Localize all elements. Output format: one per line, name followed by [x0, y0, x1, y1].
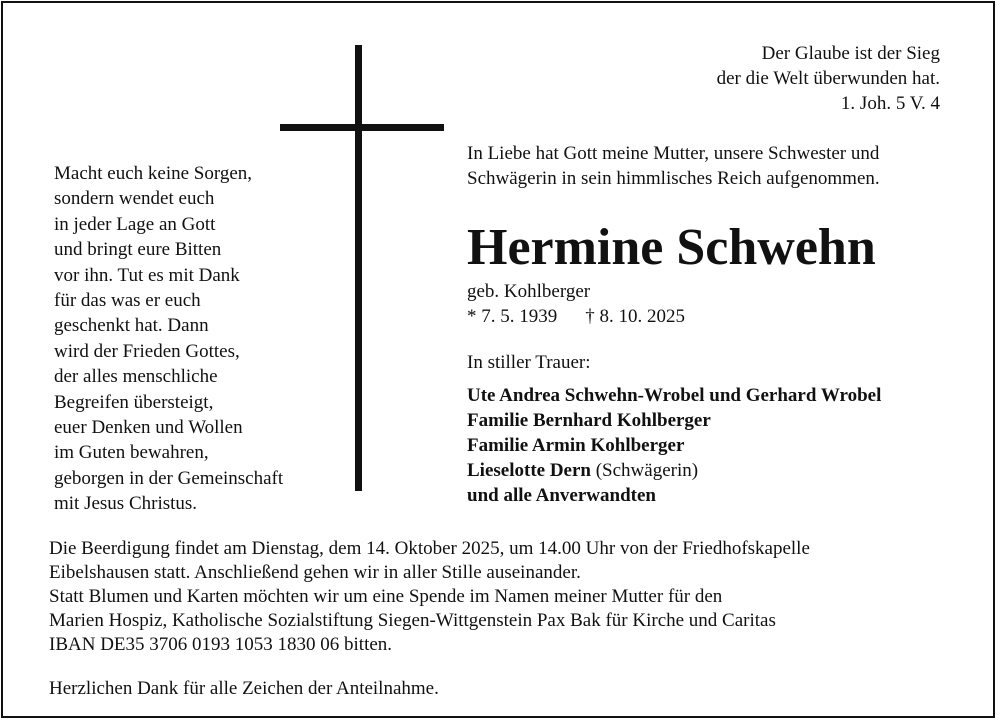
death-date: † 8. 10. 2025: [585, 306, 685, 327]
motto-reference: 1. Joh. 5 V. 4: [840, 93, 940, 114]
birth-name: geb. Kohlberger: [467, 281, 591, 302]
funeral-line: Die Beerdigung findet am Dienstag, dem 14. Oktober 2025, um 14.00 Uhr von der Friedhofskapelle: [49, 538, 810, 559]
funeral-line: Marien Hospiz, Katholische Sozialstiftung Siegen-Wittgenstein Pax Bak für Kirche und Caritas: [49, 610, 776, 631]
bible-verse: [54, 161, 283, 516]
funeral-line: IBAN DE35 3706 0193 1053 1830 06 bitten.: [49, 634, 393, 655]
mourner-line: Ute Andrea Schwehn-Wrobel und Gerhard Wrobel: [467, 385, 882, 406]
mourner-line: [467, 458, 881, 483]
verse-line: Macht euch keine Sorgen,: [54, 163, 253, 184]
funeral-details: [49, 537, 810, 657]
mourners-list: [467, 383, 881, 508]
verse-line: geschenkt hat. Dann: [54, 315, 209, 337]
verse-line: in jeder Lage an Gott: [54, 213, 216, 235]
verse-line: mit Jesus Christus.: [54, 493, 198, 515]
verse-line: sondern wendet euch: [54, 188, 215, 210]
verse-line: euer Denken und Wollen: [54, 416, 243, 438]
mourner-line: und alle Anverwandten: [467, 485, 656, 506]
verse-line: vor ihn. Tut es mit Dank: [54, 264, 240, 286]
cross-vertical-bar: [355, 45, 362, 491]
birth-date: * 7. 5. 1939: [467, 306, 558, 327]
verse-line: und bringt eure Bitten: [54, 239, 222, 261]
intro-text: [467, 141, 880, 191]
funeral-line: Statt Blumen und Karten möchten wir um eine Spende im Namen meiner Mutter für den: [49, 586, 723, 607]
motto-quote: [600, 41, 940, 116]
verse-line: wird der Frieden Gottes,: [54, 340, 240, 362]
funeral-line: Eibelshausen statt. Anschließend gehen wir in aller Stille auseinander.: [49, 562, 581, 583]
verse-line: im Guten bewahren,: [54, 442, 209, 464]
thanks-line: Herzlichen Dank für alle Zeichen der Anteilnahme.: [49, 678, 439, 699]
life-dates: [467, 304, 685, 329]
intro-line: In Liebe hat Gott meine Mutter, unsere Schwester und: [467, 143, 880, 164]
motto-line-2: der die Welt überwunden hat.: [716, 68, 940, 89]
verse-line: der alles menschliche: [54, 366, 218, 388]
mourner-relation: (Schwägerin): [595, 460, 699, 481]
mourning-label: In stiller Trauer:: [467, 352, 591, 373]
intro-line: Schwägerin in sein himmlisches Reich aufgenommen.: [467, 168, 880, 189]
cross-horizontal-bar: [280, 124, 444, 131]
deceased-name: Hermine Schwehn: [467, 219, 876, 276]
mourner-name: Lieselotte Dern: [467, 460, 591, 481]
motto-line-1: Der Glaube ist der Sieg: [761, 43, 940, 64]
verse-line: für das was er euch: [54, 289, 201, 311]
mourner-line: Familie Armin Kohlberger: [467, 435, 685, 456]
verse-line: Begreifen übersteigt,: [54, 391, 214, 413]
verse-line: geborgen in der Gemeinschaft: [54, 467, 284, 489]
mourner-line: Familie Bernhard Kohlberger: [467, 410, 711, 431]
